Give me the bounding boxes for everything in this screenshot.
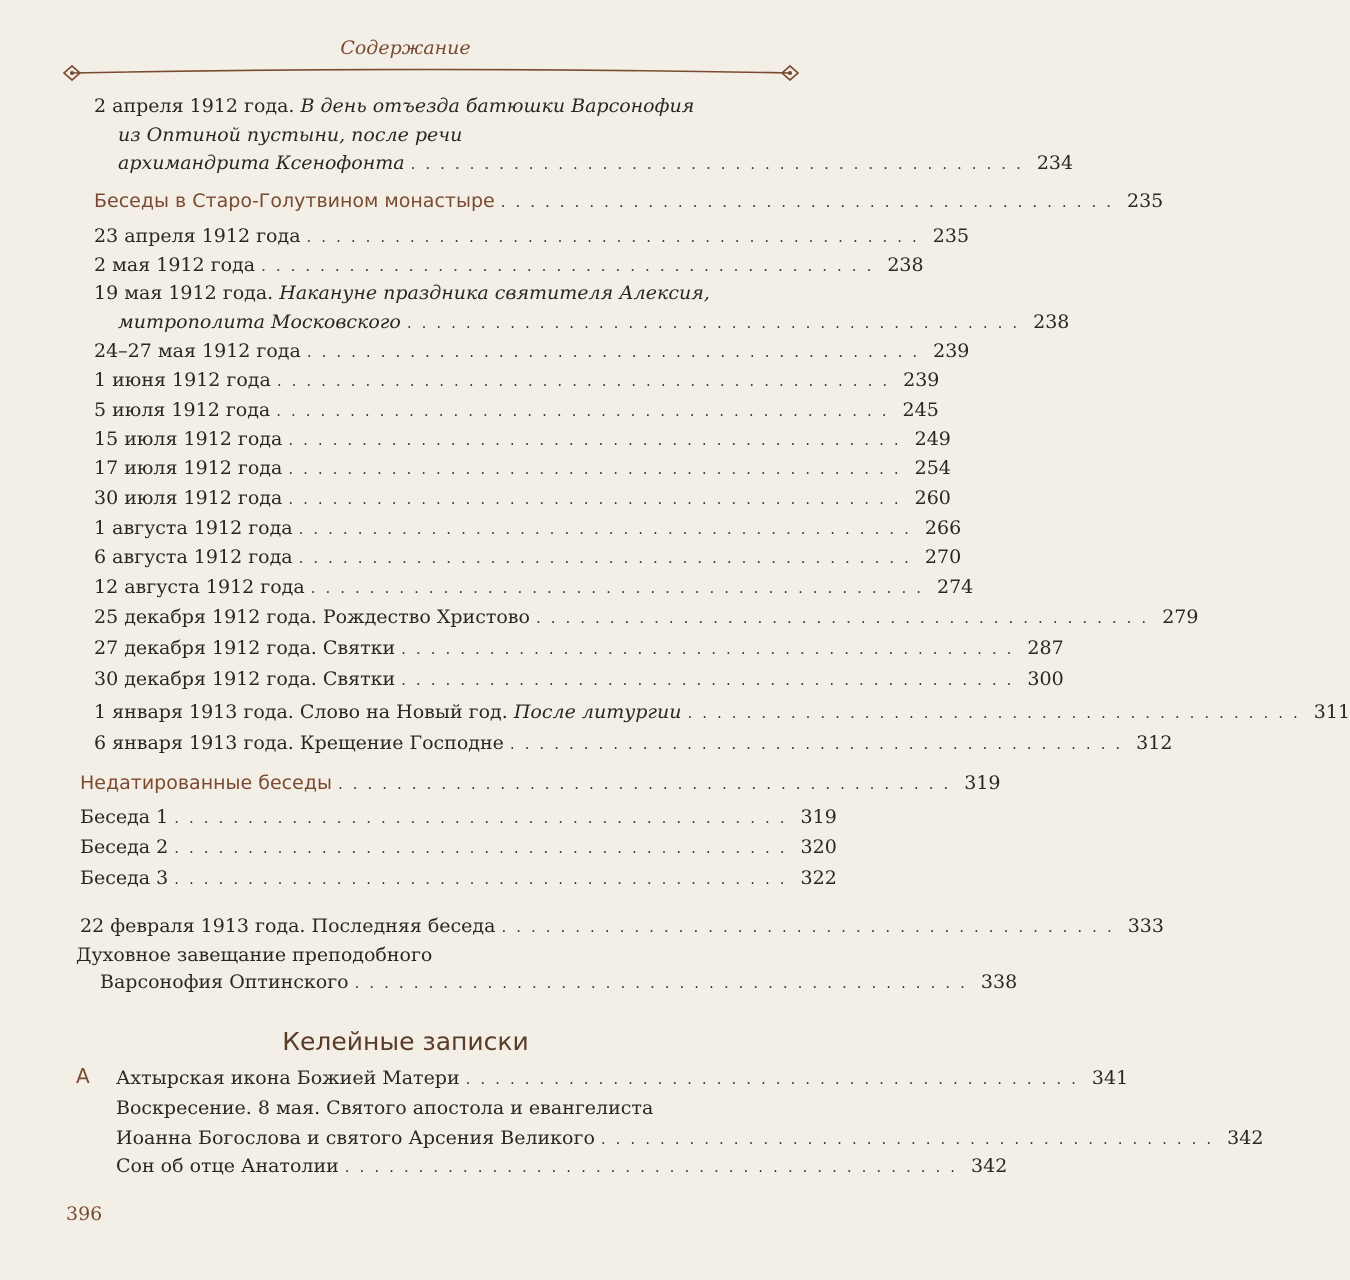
entry-title: Беседа 1 xyxy=(80,806,169,828)
entry-title: 27 декабря 1912 года. Святки xyxy=(94,637,396,659)
toc-entry[interactable] xyxy=(94,634,1064,664)
page-number: 311 xyxy=(1313,701,1350,723)
entry-title: 17 июля 1912 года xyxy=(94,457,283,479)
entry-date: 19 мая 1912 года. xyxy=(94,282,280,304)
leader-dots: .......................................... xyxy=(174,870,795,888)
entry-title: 12 августа 1912 года xyxy=(94,576,305,598)
entry-title: 1 июня 1912 года xyxy=(94,369,271,391)
leader-dots: .......................................... xyxy=(298,520,919,538)
entry-title: 2 мая 1912 года xyxy=(94,254,256,276)
toc-entry[interactable] xyxy=(94,454,951,484)
entry-title: 25 декабря 1912 года. Рождество Христово xyxy=(94,606,530,628)
section-title: Беседы в Старо-Голутвином монастыре xyxy=(94,190,495,212)
page-number: 238 xyxy=(887,254,924,276)
entry-title: 22 февраля 1913 года. Последняя беседа xyxy=(80,915,496,937)
running-header-title: Содержание xyxy=(340,37,471,59)
page-number: 287 xyxy=(1027,637,1064,659)
leader-dots: .......................................... xyxy=(276,372,898,390)
page-number: 235 xyxy=(932,225,970,247)
leader-dots: .......................................... xyxy=(501,918,1122,936)
toc-section[interactable] xyxy=(94,187,1164,217)
page-number: 239 xyxy=(933,340,970,362)
entry-title: Беседа 3 xyxy=(80,867,169,889)
toc-entry[interactable] xyxy=(80,864,837,894)
entry-title: митрополита Московского xyxy=(118,311,401,333)
leader-dots: .......................................... xyxy=(306,228,927,246)
page-number: 254 xyxy=(914,457,951,479)
entry-subtitle: После литургии xyxy=(513,701,682,723)
page-number: 300 xyxy=(1027,668,1064,690)
entry-title: 15 июля 1912 года xyxy=(94,428,283,450)
entry-title: 30 июля 1912 года xyxy=(94,487,283,509)
entry-date: 2 апреля 1912 года. xyxy=(94,95,301,117)
page-number: 239 xyxy=(903,369,940,391)
entry-title: Ахтырская икона Божией Матери xyxy=(116,1067,460,1089)
leader-dots: .......................................... xyxy=(298,549,919,567)
toc-entry[interactable] xyxy=(118,308,1070,338)
toc-entry[interactable] xyxy=(80,833,837,863)
page-footer-number: 396 xyxy=(66,1203,103,1225)
entry-title: 1 августа 1912 года xyxy=(94,517,293,539)
leader-dots: .......................................... xyxy=(500,193,1121,211)
leader-dots: .......................................... xyxy=(687,704,1308,722)
toc-entry[interactable] xyxy=(100,968,1018,998)
leader-dots: .......................................... xyxy=(310,579,931,597)
leader-dots: .......................................... xyxy=(344,1158,966,1176)
toc-entry[interactable] xyxy=(94,573,974,603)
section-title: Недатированные беседы xyxy=(80,772,332,794)
toc-entry[interactable] xyxy=(94,484,951,514)
toc-entry[interactable] xyxy=(94,366,940,396)
toc-entry[interactable] xyxy=(116,1152,1008,1182)
entry-title: 30 декабря 1912 года. Святки xyxy=(94,668,396,690)
page-number: 319 xyxy=(800,806,837,828)
entry-title: 1 января 1913 года. Слово на Новый год. xyxy=(94,701,514,723)
toc-entry-line xyxy=(94,279,710,308)
page-number: 319 xyxy=(964,772,1001,794)
toc-entry[interactable] xyxy=(94,543,962,573)
page-number: 320 xyxy=(800,836,837,858)
entry-title: архимандрита Ксенофонта xyxy=(118,152,405,174)
toc-entry[interactable] xyxy=(94,698,1350,728)
entry-title: 6 января 1913 года. Крещение Господне xyxy=(94,732,504,754)
leader-dots: .......................................... xyxy=(276,402,897,420)
page-number: 312 xyxy=(1136,732,1173,754)
toc-entry[interactable] xyxy=(118,149,1074,179)
toc-entry[interactable] xyxy=(94,337,970,367)
page-number: 333 xyxy=(1127,915,1164,937)
entry-title: 23 апреля 1912 года xyxy=(94,225,301,247)
page-number: 322 xyxy=(800,867,837,889)
entry-title: 24–27 мая 1912 года xyxy=(94,340,301,362)
toc-entry-line xyxy=(94,92,694,121)
toc-entry[interactable] xyxy=(94,729,1173,759)
leader-dots: .......................................... xyxy=(354,974,975,992)
leader-dots: .......................................... xyxy=(401,671,1022,689)
entry-subtitle: В день отъезда батюшки Варсонофия xyxy=(300,95,695,117)
toc-entry[interactable] xyxy=(116,1124,1264,1154)
leader-dots: .......................................... xyxy=(509,735,1131,753)
entry-title: Сон об отце Анатолии xyxy=(116,1155,339,1177)
toc-entry[interactable] xyxy=(80,803,837,833)
leader-dots: .......................................... xyxy=(261,257,882,275)
header-ornament-rule xyxy=(62,60,800,90)
leader-dots: .......................................... xyxy=(401,640,1022,658)
page-number: 341 xyxy=(1091,1067,1129,1089)
page-number: 238 xyxy=(1033,311,1070,333)
toc-entry[interactable] xyxy=(80,912,1164,942)
toc-entry-line: Воскресение. 8 мая. Святого апостола и евангелиста xyxy=(116,1097,654,1119)
index-letter: А xyxy=(76,1064,90,1088)
toc-entry-line: Духовное завещание преподобного xyxy=(76,944,433,966)
leader-dots: .......................................... xyxy=(410,155,1031,173)
leader-dots: .......................................... xyxy=(337,775,959,793)
leader-dots: .......................................... xyxy=(288,460,909,478)
leader-dots: .......................................... xyxy=(535,609,1157,627)
page-number: 270 xyxy=(924,546,962,568)
leader-dots: .......................................... xyxy=(174,839,795,857)
entry-subtitle: Накануне праздника святителя Алексия, xyxy=(279,282,710,304)
leader-dots: .......................................... xyxy=(306,343,928,361)
page-number: 274 xyxy=(936,576,974,598)
page-number: 266 xyxy=(924,517,962,539)
section-heading: Келейные записки xyxy=(282,1027,529,1056)
leader-dots: .......................................... xyxy=(288,431,909,449)
page-number: 260 xyxy=(914,487,951,509)
entry-title: 5 июля 1912 года xyxy=(94,399,271,421)
toc-entry[interactable] xyxy=(94,603,1199,633)
page-number: 234 xyxy=(1036,152,1074,174)
page-number: 249 xyxy=(914,428,951,450)
toc-entry[interactable] xyxy=(94,425,951,455)
page-number: 342 xyxy=(1227,1127,1264,1149)
toc-entry[interactable] xyxy=(94,396,939,426)
page-number: 235 xyxy=(1126,190,1164,212)
entry-title: Варсонофия Оптинского xyxy=(100,971,349,993)
page-number: 338 xyxy=(980,971,1018,993)
leader-dots: .......................................... xyxy=(406,314,1028,332)
leader-dots: .......................................... xyxy=(288,490,909,508)
page-number: 245 xyxy=(902,399,939,421)
toc-section[interactable] xyxy=(80,769,1001,799)
toc-entry-line: из Оптиной пустыни, после речи xyxy=(118,124,463,146)
entry-title: 6 августа 1912 года xyxy=(94,546,293,568)
toc-entry[interactable] xyxy=(94,222,970,252)
page-number: 279 xyxy=(1162,606,1199,628)
leader-dots: .......................................... xyxy=(174,809,795,827)
toc-entry[interactable] xyxy=(94,251,924,281)
entry-title: Иоанна Богослова и святого Арсения Великого xyxy=(116,1127,595,1149)
entry-title: Беседа 2 xyxy=(80,836,169,858)
leader-dots: .......................................... xyxy=(465,1070,1086,1088)
page-number: 342 xyxy=(971,1155,1008,1177)
toc-entry[interactable] xyxy=(94,665,1064,695)
toc-entry[interactable] xyxy=(94,514,962,544)
leader-dots: .......................................... xyxy=(600,1130,1222,1148)
toc-entry[interactable] xyxy=(116,1064,1129,1094)
